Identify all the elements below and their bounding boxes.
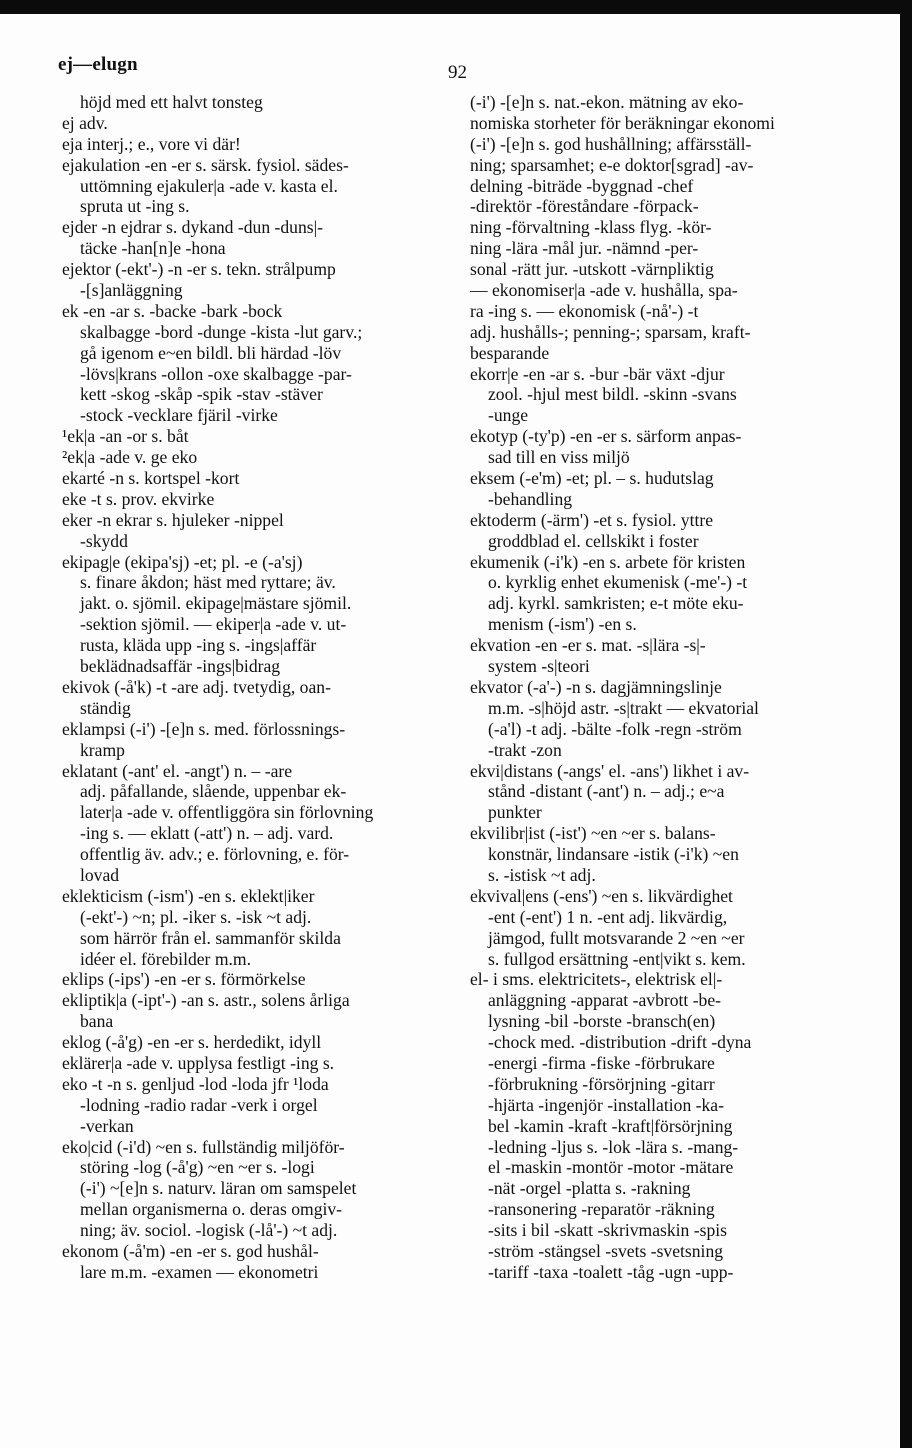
dictionary-line: -unge: [488, 405, 529, 426]
dictionary-line: punkter: [488, 802, 542, 823]
dictionary-line: ständig: [80, 697, 131, 718]
dictionary-line: eklekticism (-ism') -en s. eklekt|iker: [62, 885, 315, 906]
dictionary-line: ¹ek|a -an -or s. båt: [62, 426, 189, 447]
dictionary-line: ning; sparsamhet; e-e doktor[sgrad] -av-: [470, 154, 754, 175]
dictionary-line: ekipag|e (ekipa'sj) -et; pl. -e (-a'sj): [62, 551, 303, 572]
dictionary-line: stånd -distant (-ant') n. – adj.; e~a: [488, 781, 725, 802]
dictionary-line: o. kyrklig enhet ekumenisk (-me'-) -t: [488, 572, 748, 593]
dictionary-line: besparande: [470, 342, 550, 363]
dictionary-line: zool. -hjul mest bildl. -skinn -svans: [488, 384, 737, 405]
dictionary-line: ²ek|a -ade v. ge eko: [62, 447, 198, 468]
dictionary-line: s. finare åkdon; häst med ryttare; äv.: [80, 572, 336, 593]
dictionary-line: -direktör -föreståndare -förpack-: [470, 196, 699, 217]
dictionary-line: som härrör från el. sammanför skilda: [80, 927, 341, 948]
running-head: ej—elugn: [58, 54, 138, 75]
dictionary-line: menism (-ism') -en s.: [488, 614, 637, 635]
dictionary-line: -verkan: [80, 1115, 134, 1136]
dictionary-line: ek -en -ar s. -backe -bark -bock: [62, 300, 283, 321]
dictionary-line: lare m.m. -examen — ekonometri: [80, 1261, 319, 1282]
dictionary-line: ekvi|distans (-angs' el. -ans') likhet i av-: [470, 760, 750, 781]
dictionary-line: lovad: [80, 864, 120, 885]
dictionary-line: groddblad el. cellskikt i foster: [488, 530, 699, 551]
dictionary-line: kett -skog -skåp -spik -stav -stäver: [80, 384, 323, 405]
dictionary-line: lysning -bil -borste -bransch(en): [488, 1011, 716, 1032]
dictionary-line: eksem (-e'm) -et; pl. – s. hudutslag: [470, 468, 714, 489]
dictionary-line: skalbagge -bord -dunge -kista -lut garv.;: [80, 321, 363, 342]
dictionary-line: idéer el. förebilder m.m.: [80, 948, 251, 969]
dictionary-line: ekonom (-å'm) -en -er s. god hushål-: [62, 1240, 319, 1261]
dictionary-line: ekivok (-å'k) -t -are adj. tvetydig, oan-: [62, 676, 331, 697]
dictionary-line: ra -ing s. — ekonomisk (-nå'-) -t: [470, 300, 699, 321]
dictionary-line: konstnär, lindansare -istik (-i'k) ~en: [488, 844, 739, 865]
dictionary-line: later|a -ade v. offentliggöra sin förlovning: [80, 802, 374, 823]
dictionary-line: eklärer|a -ade v. upplysa festligt -ing s.: [62, 1052, 335, 1073]
dictionary-line: anläggning -apparat -avbrott -be-: [488, 990, 722, 1011]
dictionary-line: ej adv.: [62, 112, 108, 133]
dictionary-line: bana: [80, 1011, 114, 1032]
dictionary-line: offentlig äv. adv.; e. förlovning, e. för-: [80, 844, 350, 865]
dictionary-line: adj. kyrkl. samkristen; e-t möte eku-: [488, 593, 744, 614]
dictionary-line: gå igenom e~en bildl. bli härdad -löv: [80, 342, 342, 363]
dictionary-line: -lövs|krans -ollon -oxe skalbagge -par-: [80, 363, 352, 384]
dictionary-line: eja interj.; e., vore vi där!: [62, 133, 241, 154]
left-column: [62, 92, 440, 1283]
dictionary-line: (-i') -[e]n s. god hushållning; affärsställ-: [470, 133, 752, 154]
dictionary-line: uttömning ejakuler|a -ade v. kasta el.: [80, 175, 338, 196]
dictionary-line: eke -t s. prov. ekvirke: [62, 488, 215, 509]
dictionary-line: nomiska storheter för beräkningar ekonomi: [470, 112, 775, 133]
dictionary-line: adj. hushålls-; penning-; sparsam, kraft-: [470, 321, 751, 342]
dictionary-line: ekvator (-a'-) -n s. dagjämningslinje: [470, 676, 722, 697]
dictionary-line: ning -förvaltning -klass flyg. -kör-: [470, 217, 712, 238]
dictionary-line: sad till en viss miljö: [488, 447, 630, 468]
dictionary-line: eker -n ekrar s. hjuleker -nippel: [62, 509, 284, 530]
dictionary-line: kramp: [80, 739, 125, 760]
dictionary-line: (-i') -[e]n s. nat.-ekon. mätning av eko-: [470, 92, 744, 112]
dictionary-line: jakt. o. sjömil. ekipage|mästare sjömil.: [80, 593, 352, 614]
dictionary-line: s. fullgod ersättning -ent|vikt s. kem.: [488, 948, 746, 969]
dictionary-line: ekarté -n s. kortspel -kort: [62, 468, 240, 489]
dictionary-line: -sits i bil -skatt -skrivmaskin -spis: [488, 1220, 727, 1241]
dictionary-line: eko|cid (-i'd) ~en s. fullständig miljöför-: [62, 1136, 345, 1157]
dictionary-line: -behandling: [488, 488, 573, 509]
dictionary-line: ekumenik (-i'k) -en s. arbete för kristen: [470, 551, 746, 572]
dictionary-line: ekliptik|a (-ipt'-) -an s. astr., solens årliga: [62, 990, 350, 1011]
dictionary-line: ekvation -en -er s. mat. -s|lära -s|-: [470, 635, 706, 656]
dictionary-line: eklog (-å'g) -en -er s. herdedikt, idyll: [62, 1032, 322, 1053]
dictionary-line: -förbrukning -försörjning -gitarr: [488, 1073, 715, 1094]
dictionary-line: beklädnadsaffär -ings|bidrag: [80, 656, 281, 677]
dictionary-line: ejektor (-ekt'-) -n -er s. tekn. strålpump: [62, 259, 336, 280]
dictionary-line: bel -kamin -kraft -kraft|försörjning: [488, 1115, 733, 1136]
dictionary-line: störing -log (-å'g) ~en ~er s. -logi: [80, 1157, 315, 1178]
dictionary-line: täcke -han[n]e -hona: [80, 238, 226, 259]
scan-right-border: [900, 0, 912, 1448]
dictionary-line: -lodning -radio radar -verk i orgel: [80, 1094, 318, 1115]
dictionary-line: (-ekt'-) ~n; pl. -iker s. -isk ~t adj.: [80, 906, 312, 927]
dictionary-line: -tariff -taxa -toalett -tåg -ugn -upp-: [488, 1261, 734, 1282]
dictionary-line: -ing s. — eklatt (-att') n. – adj. vard.: [80, 823, 334, 844]
dictionary-line: ning -lära -mål jur. -nämnd -per-: [470, 238, 699, 259]
dictionary-line: -trakt -zon: [488, 739, 562, 760]
dictionary-line: -hjärta -ingenjör -installation -ka-: [488, 1094, 724, 1115]
dictionary-line: -energi -firma -fiske -förbrukare: [488, 1052, 715, 1073]
dictionary-line: ektoderm (-ärm') -et s. fysiol. yttre: [470, 509, 714, 530]
dictionary-line: -skydd: [80, 530, 128, 551]
dictionary-line: -nät -orgel -platta s. -rakning: [488, 1178, 691, 1199]
dictionary-line: ekvival|ens (-ens') ~en s. likvärdighet: [470, 885, 733, 906]
dictionary-line: -chock med. -distribution -drift -dyna: [488, 1032, 752, 1053]
dictionary-line: spruta ut -ing s.: [80, 196, 190, 217]
right-column: [470, 92, 850, 1283]
dictionary-line: -ransonering -reparatör -räkning: [488, 1199, 715, 1220]
dictionary-line: mellan organismerna o. deras omgiv-: [80, 1199, 343, 1220]
page-number: 92: [448, 62, 467, 83]
dictionary-line: -stock -vecklare fjäril -virke: [80, 405, 278, 426]
dictionary-line: eklatant (-ant' el. -angt') n. – -are: [62, 760, 293, 781]
dictionary-line: ejder -n ejdrar s. dykand -dun -duns|-: [62, 217, 323, 238]
dictionary-line: (-a'l) -t adj. -bälte -folk -regn -ström: [488, 718, 742, 739]
dictionary-line: ekvilibr|ist (-ist') ~en ~er s. balans-: [470, 823, 716, 844]
dictionary-line: ekorr|e -en -ar s. -bur -bär växt -djur: [470, 363, 725, 384]
dictionary-line: sonal -rätt jur. -utskott -värnpliktig: [470, 259, 714, 280]
dictionary-line: el- i sms. elektricitets-, elektrisk el|-: [470, 969, 723, 990]
dictionary-line: s. -istisk ~t adj.: [488, 864, 596, 885]
dictionary-line: -[s]anläggning: [80, 280, 183, 301]
dictionary-line: -sektion sjömil. — ekiper|a -ade v. ut-: [80, 614, 347, 635]
dictionary-line: eklampsi (-i') -[e]n s. med. förlossnings-: [62, 718, 346, 739]
dictionary-line: rusta, kläda upp -ing s. -ings|affär: [80, 635, 317, 656]
dictionary-line: eklips (-ips') -en -er s. förmörkelse: [62, 969, 306, 990]
dictionary-line: adj. påfallande, slående, uppenbar ek-: [80, 781, 347, 802]
dictionary-line: (-i') ~[e]n s. naturv. läran om samspelet: [80, 1178, 357, 1199]
dictionary-line: -ent (-ent') 1 n. -ent adj. likvärdig,: [488, 906, 728, 927]
dictionary-line: el -maskin -montör -motor -mätare: [488, 1157, 734, 1178]
dictionary-line: höjd med ett halvt tonsteg: [80, 92, 263, 112]
dictionary-line: — ekonomiser|a -ade v. hushålla, spa-: [470, 280, 738, 301]
scan-top-border: [0, 0, 912, 14]
dictionary-line: ning; äv. sociol. -logisk (-lå'-) ~t adj.: [80, 1220, 338, 1241]
dictionary-line: m.m. -s|höjd astr. -s|trakt — ekvatorial: [488, 697, 759, 718]
dictionary-line: system -s|teori: [488, 656, 590, 677]
dictionary-line: eko -t -n s. genljud -lod -loda jfr ¹loda: [62, 1073, 329, 1094]
dictionary-line: ekotyp (-ty'p) -en -er s. särform anpas-: [470, 426, 742, 447]
dictionary-line: jämgod, fullt motsvarande 2 ~en ~er: [488, 927, 745, 948]
dictionary-line: ejakulation -en -er s. särsk. fysiol. sädes-: [62, 154, 349, 175]
dictionary-line: -ström -stängsel -svets -svetsning: [488, 1240, 724, 1261]
dictionary-line: -ledning -ljus s. -lok -lära s. -mang-: [488, 1136, 739, 1157]
dictionary-line: delning -biträde -byggnad -chef: [470, 175, 694, 196]
